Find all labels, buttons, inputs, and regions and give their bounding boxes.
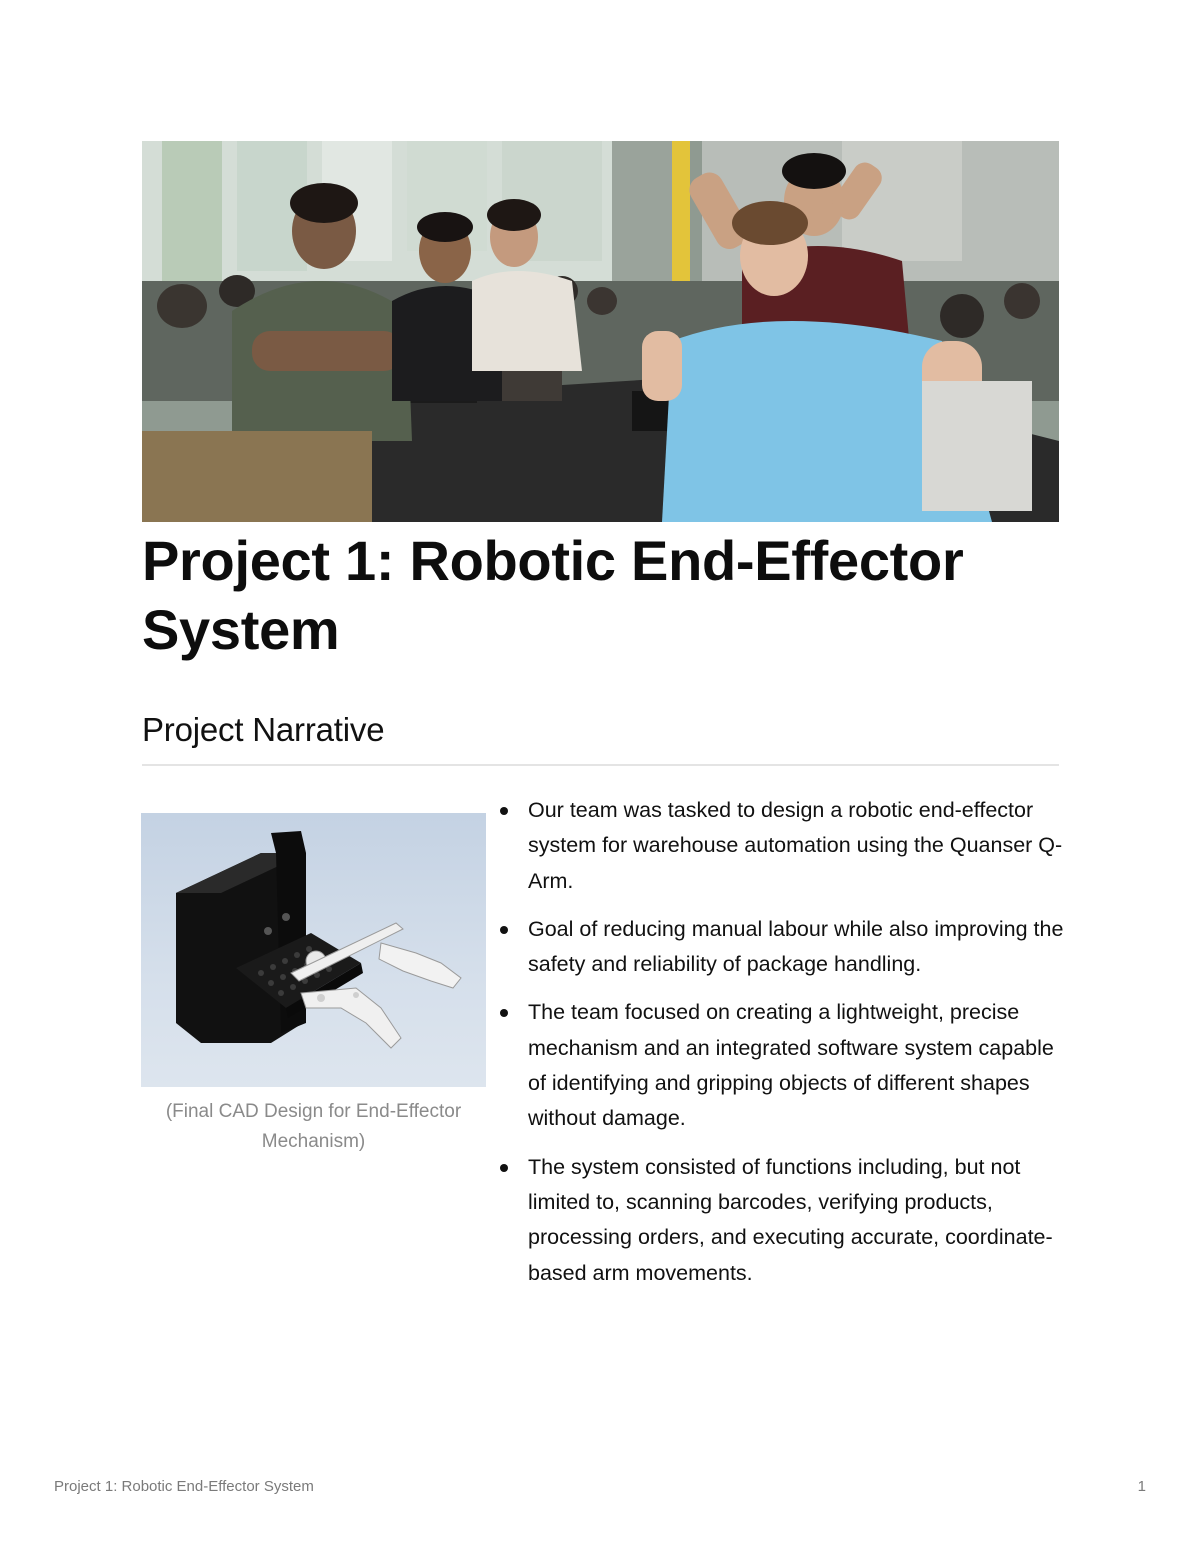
- bullet-text: The team focused on creating a lightweight, precise mechanism and an integrated software system capable of identifying and gripping objects of different shapes without damage.: [528, 1000, 1054, 1131]
- bullet-text: Our team was tasked to design a robotic end-effector system for warehouse automation using the Quanser Q-Arm.: [528, 798, 1063, 893]
- figure-caption: (Final CAD Design for End-Effector Mechanism): [165, 1101, 462, 1152]
- team-photo: [142, 141, 1059, 522]
- footer-document-title: Project 1: Robotic End-Effector System: [54, 1478, 314, 1495]
- bullet-icon: [500, 1164, 508, 1172]
- bullet-icon: [500, 926, 508, 934]
- bullet-item: [497, 995, 1067, 1136]
- narrative-bullet-list: [497, 793, 1067, 1304]
- bullet-item: [497, 912, 1067, 983]
- section-divider: [142, 764, 1059, 766]
- bullet-text: The system consisted of functions including, but not limited to, scanning barcodes, verifying products, processing orders, and executing accurate, coordinate-based arm movements.: [528, 1154, 1053, 1285]
- page-title: Project 1: Robotic End-Effector System: [142, 529, 964, 661]
- cad-design-image: [141, 813, 486, 1087]
- cad-illustration: [141, 813, 486, 1087]
- section-heading: Project Narrative: [142, 711, 385, 748]
- bullet-icon: [500, 1009, 508, 1017]
- bullet-text: Goal of reducing manual labour while also improving the safety and reliability of package handling.: [528, 916, 1064, 977]
- bullet-item: [497, 1150, 1067, 1291]
- footer-page-number: 1: [1137, 1478, 1146, 1495]
- bullet-icon: [500, 807, 508, 815]
- bullet-item: [497, 793, 1067, 899]
- team-photo-illustration: [142, 141, 1059, 522]
